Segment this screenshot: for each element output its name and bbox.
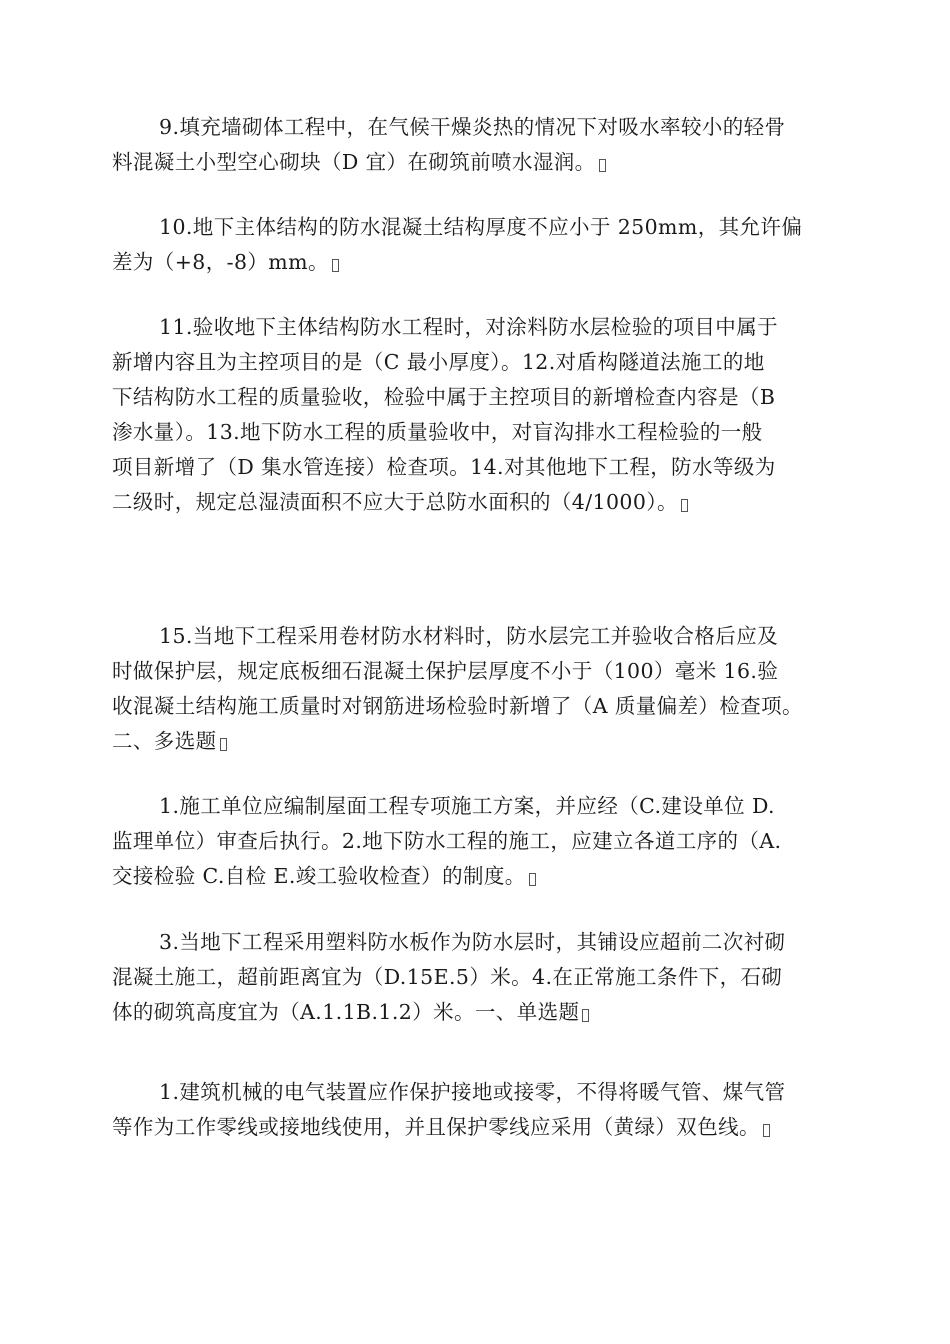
text-line: 收混凝土结构施工质量时对钢筋进场检验时新增了（A 质量偏差）检查项。 [112,694,803,718]
paragraph-q9 [112,110,852,180]
text-line: 差为（+8，-8）mm。 [112,245,852,280]
paragraph-end-mark [599,159,606,172]
text-line: 等作为工作零线或接地线使用，并且保护零线应采用（黄绿）双色线。 [112,1110,852,1145]
text-line: 15.当地下工程采用卷材防水材料时，防水层完工并验收合格后应及 [159,624,778,648]
text-line: 9.填充墙砌体工程中，在气候干燥炎热的情况下对吸水率较小的轻骨 [159,115,786,139]
text-line: 11.验收地下主体结构防水工程时，对涂料防水层检验的项目中属于 [159,315,778,339]
paragraph-q15-16 [112,619,852,759]
paragraph-end-mark [529,873,536,886]
paragraph-mc-1-2 [112,789,852,894]
section-heading-multiple-choice: 二、多选题 [112,724,852,759]
text-line: 下结构防水工程的质量验收，检验中属于主控项目的新增检查内容是（B [112,385,776,409]
text-line: 1.建筑机械的电气装置应作保护接地或接零，不得将暖气管、煤气管 [159,1080,786,1104]
paragraph-end-mark [763,1124,770,1137]
text-line: 10.地下主体结构的防水混凝土结构厚度不应小于 250mm，其允许偏 [159,215,803,239]
paragraph-mc-3-4 [112,925,852,1030]
text-line: 时做保护层，规定底板细石混凝土保护层厚度不小于（100）毫米 16.验 [112,659,779,683]
text-line: 二级时，规定总湿渍面积不应大于总防水面积的（4/1000）。 [112,485,852,520]
text-line: 体的砌筑高度宜为（A.1.1B.1.2）米。一、单选题 [112,995,852,1030]
text-line: 1.施工单位应编制屋面工程专项施工方案，并应经（C.建设单位 D. [159,794,775,818]
paragraph-sc-1 [112,1075,852,1145]
text-line: 混凝土施工，超前距离宜为（D.15E.5）米。4.在正常施工条件下，石砌 [112,965,783,989]
text-line: 3.当地下工程采用塑料防水板作为防水层时，其铺设应超前二次衬砌 [159,930,786,954]
text-line: 新增内容且为主控项目的是（C 最小厚度）。12.对盾构隧道法施工的地 [112,350,765,374]
paragraph-q11-14 [112,310,852,520]
paragraph-end-mark [582,1009,589,1022]
text-line: 料混凝土小型空心砌块（D 宜）在砌筑前喷水湿润。 [112,145,852,180]
paragraph-q10 [112,210,852,280]
paragraph-end-mark [220,738,227,751]
text-line: 渗水量）。13.地下防水工程的质量验收中，对盲沟排水工程检验的一般 [112,420,763,444]
text-line: 交接检验 C.自检 E.竣工验收检查）的制度。 [112,859,852,894]
text-line: 监理单位）审查后执行。2.地下防水工程的施工，应建立各道工序的（A. [112,829,782,853]
paragraph-end-mark [332,259,339,272]
paragraph-end-mark [681,499,688,512]
text-line: 项目新增了（D 集水管连接）检查项。14.对其他地下工程，防水等级为 [112,455,776,479]
